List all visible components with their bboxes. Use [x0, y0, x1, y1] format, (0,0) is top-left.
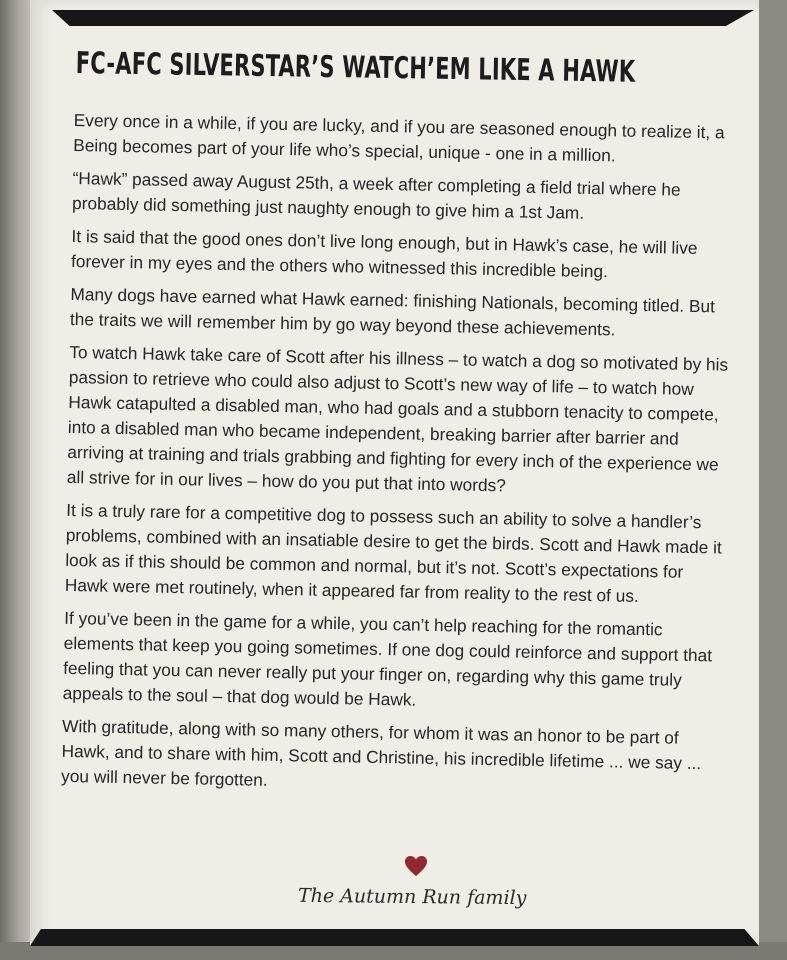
article-title: FC-AFC SILVERSTAR’S WATCH’EM LIKE A HAWK [75, 46, 636, 90]
paragraph-7: If you’ve been in the game for a while, you can’t help reaching for the romantic elements that keep you going sometimes. If one dog could reinforce and support that feeling that you can never really put your finger on, regarding why this game truly appeals to the soul – that dog would be Hawk. [62, 607, 713, 710]
page-binding-edge [0, 0, 34, 960]
top-rule [52, 10, 754, 26]
paragraph-6: It is a truly rare for a competitive dog to possess such an ability to solve a handler’s problems, combined with an insatiable desire to get the birds. Scott and Hawk made it look as if this should be common and normal, but it’s not. Scott’s expectations for Hawk were met routinely, when it appeared far from reality to the rest of us. [64, 499, 722, 606]
magazine-page [30, 0, 759, 946]
paragraph-4: Many dogs have earned what Hawk earned: finishing Nationals, becoming titled. But the traits we will remember him by go way beyond these achievements. [69, 283, 716, 340]
paragraph-2: “Hawk” passed away August 25th, a week after completing a field trial where he probably did something just naughty enough to give him a 1st Jam. [71, 167, 681, 223]
bottom-rule [30, 929, 759, 946]
signature: The Autumn Run family [297, 884, 527, 910]
paragraph-3: It is said that the good ones don’t live long enough, but in Hawk’s case, he will live forever in my eyes and the others who witnessed this incredible being. [70, 225, 698, 282]
article-body [61, 108, 734, 810]
heart-icon [404, 855, 428, 877]
paragraph-8: With gratitude, along with so many others, for whom it was an honor to be part of Hawk, and to share with him, Scott and Christine, his incredible lifetime ... we say ... you will never be forgotten. [60, 715, 702, 790]
paragraph-5: To watch Hawk take care of Scott after his illness – to watch a dog so motivated by his passion to retrieve who could also adjust to Scott’s new way of life – to watch how Hawk catapulted a disabled man, who had goals and a stubborn tenacity to compete, into a disabled man who became independent, breaking barrier after barrier and arriving at training and trials grabbing and fighting for every inch of the experience we all strive for in our lives – how do you put that into words? [66, 341, 729, 496]
paragraph-1: Every once in a while, if you are lucky, and if you are seasoned enough to realize it, a Being becomes part of your life who’s special, unique - one in a million. [73, 109, 725, 166]
